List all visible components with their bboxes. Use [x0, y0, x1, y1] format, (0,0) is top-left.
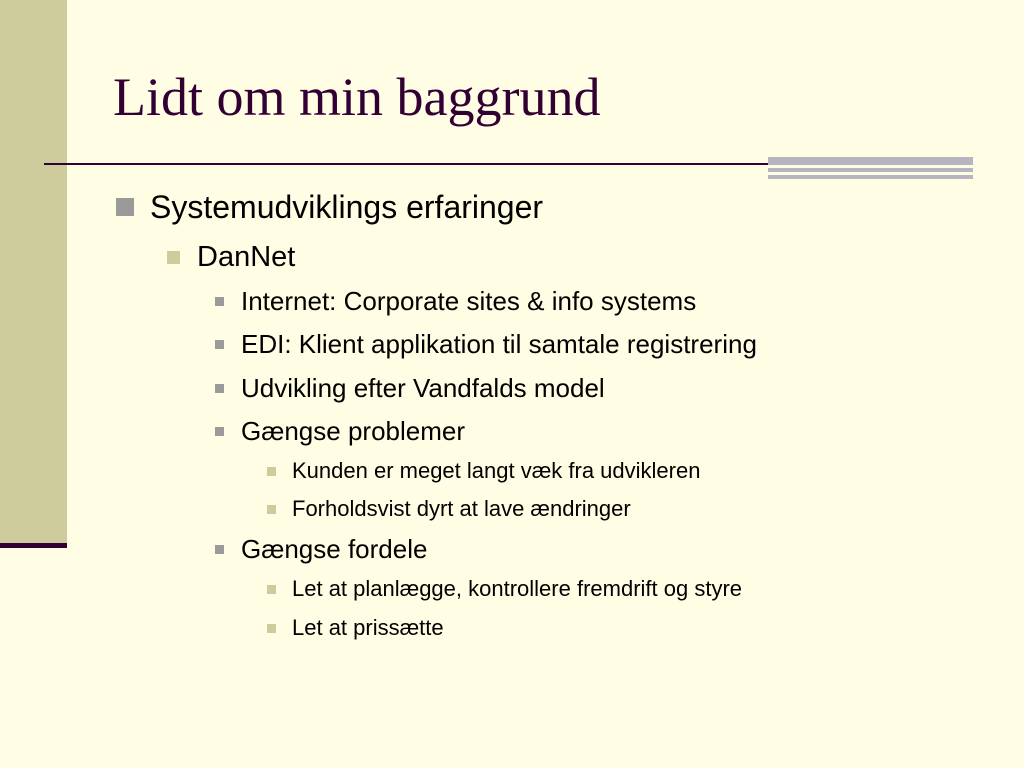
- bullet-text: Udvikling efter Vandfalds model: [241, 373, 605, 403]
- bullet-item: [267, 458, 700, 484]
- square-bullet-icon: [267, 624, 276, 633]
- square-bullet-icon: [267, 585, 276, 594]
- bullet-item: [215, 286, 696, 316]
- bullet-item: [215, 534, 427, 564]
- bullet-text: Gængse fordele: [241, 534, 428, 564]
- bullet-text: DanNet: [197, 241, 296, 273]
- decorative-bar-middle: [768, 168, 973, 172]
- bullet-text: Internet: Corporate sites & info systems: [241, 286, 697, 316]
- bullet-item: [215, 329, 757, 359]
- bullet-item: [167, 240, 295, 274]
- square-bullet-icon: [215, 340, 224, 349]
- bullet-item: [267, 496, 631, 522]
- square-bullet-icon: [215, 384, 224, 393]
- bullet-item: [267, 615, 444, 641]
- square-bullet-icon: [267, 467, 276, 476]
- bullet-text: Systemudviklings erfaringer: [150, 189, 544, 225]
- decorative-bar-bottom: [768, 175, 973, 179]
- square-bullet-icon: [215, 427, 224, 436]
- decorative-bar-top: [768, 157, 973, 165]
- square-bullet-icon: [267, 505, 276, 514]
- bullet-text: Let at planlægge, kontrollere fremdrift og styre: [292, 576, 743, 601]
- bullet-item: [215, 373, 605, 403]
- bullet-item: [116, 188, 543, 226]
- bullet-item: [267, 576, 742, 602]
- bullet-text: Gængse problemer: [241, 416, 465, 446]
- bullet-text: Forholdsvist dyrt at lave ændringer: [292, 496, 631, 521]
- bullet-text: Let at prissætte: [292, 615, 444, 640]
- left-accent-band: [0, 0, 67, 543]
- bullet-text: EDI: Klient applikation til samtale registrering: [241, 329, 757, 359]
- square-bullet-icon: [215, 545, 224, 554]
- square-bullet-icon: [116, 198, 134, 216]
- slide-title: Lidt om min baggrund: [113, 67, 601, 127]
- bullet-text: Kunden er meget langt væk fra udvikleren: [292, 458, 701, 483]
- bullet-item: [215, 416, 465, 446]
- left-accent-underline: [0, 543, 67, 548]
- square-bullet-icon: [215, 297, 224, 306]
- title-divider-rule: [44, 163, 770, 165]
- square-bullet-icon: [167, 251, 180, 264]
